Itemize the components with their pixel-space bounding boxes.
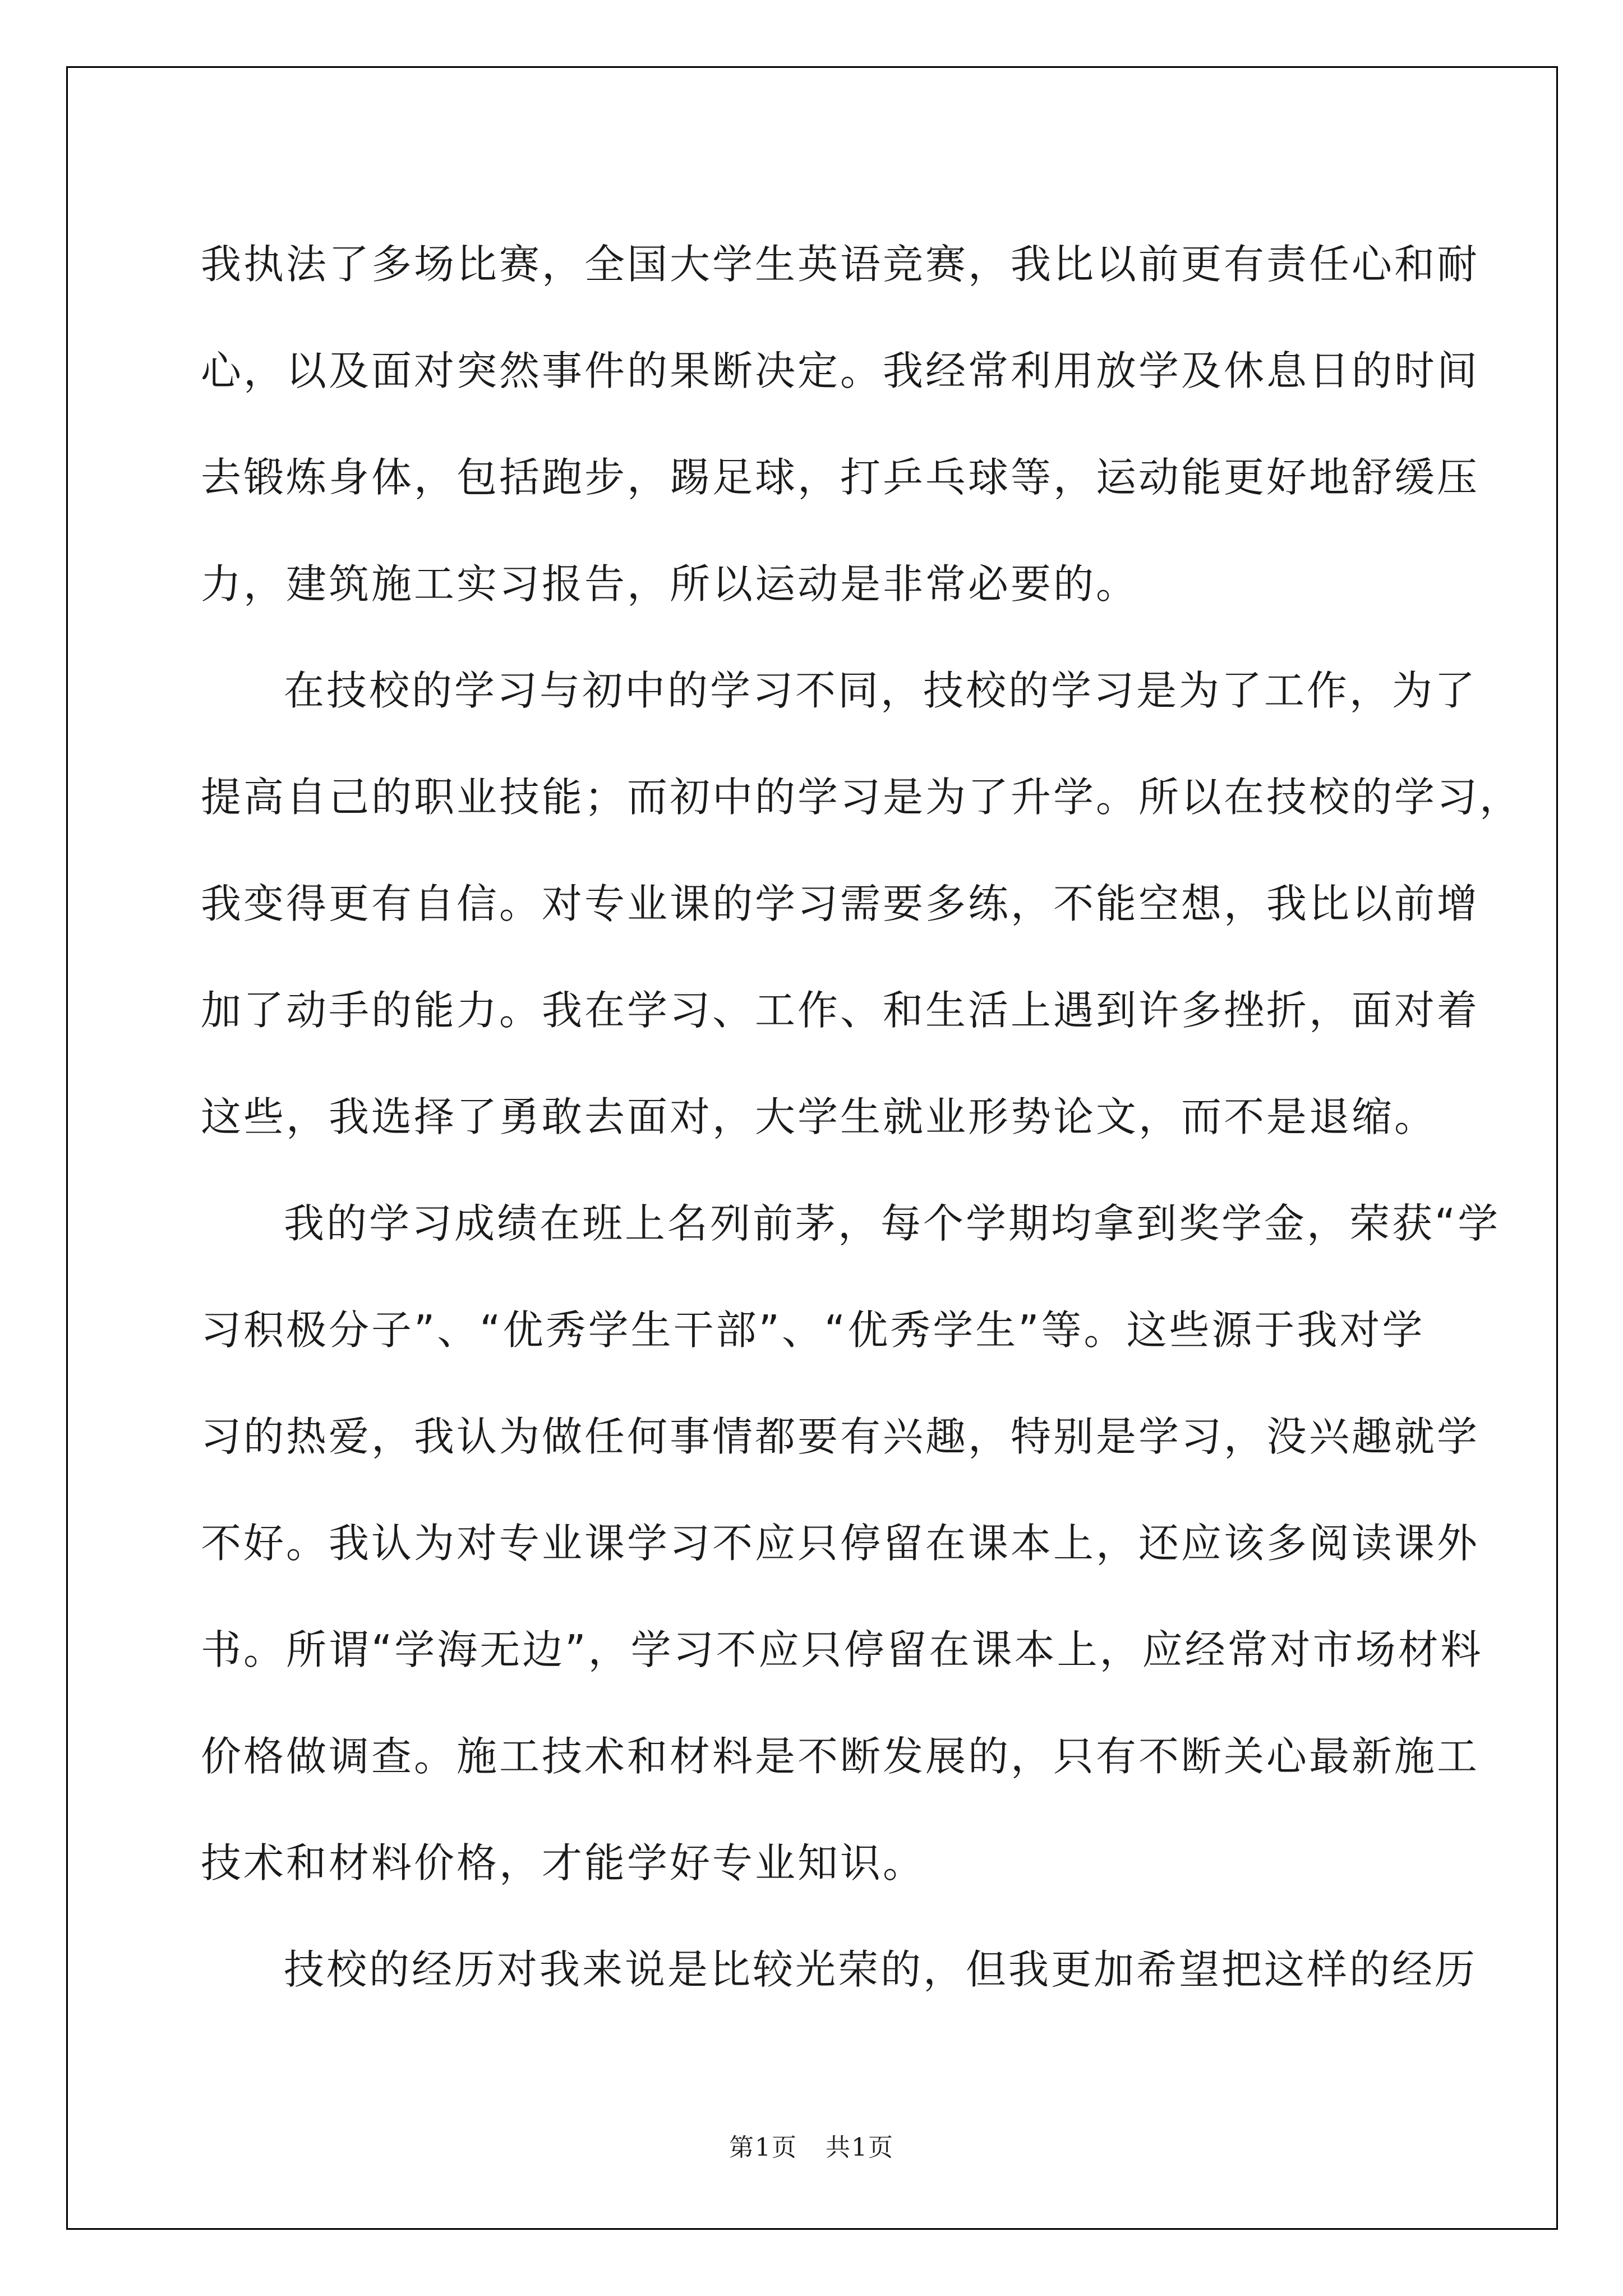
- text-line: 这些，我选择了勇敢去面对，大学生就业形势论文，而不是退缩。: [201, 1093, 1437, 1140]
- document-body: [201, 211, 1523, 2023]
- text-line: 提高自己的职业技能；而初中的学习是为了升学。所以在技校的学习，: [201, 774, 1523, 821]
- paragraph-start-line: 技校的经历对我来说是比较光荣的，但我更加希望把这样的经历: [284, 1946, 1478, 1993]
- paragraph-start-line: 我的学习成绩在班上名列前茅，每个学期均拿到奖学金，荣获“学: [284, 1200, 1501, 1247]
- text-line: 去锻炼身体，包括跑步，踢足球，打乒乓球等，运动能更好地舒缓压: [201, 454, 1480, 501]
- text-line: 价格做调查。施工技术和材料是不断发展的，只有不断关心最新施工: [201, 1733, 1480, 1780]
- text-line: 力，建筑施工实习报告，所以运动是非常必要的。: [201, 560, 1139, 608]
- page-number: 第1页: [729, 2133, 797, 2162]
- text-line: 习的热爱，我认为做任何事情都要有兴趣，特别是学习，没兴趣就学: [201, 1413, 1480, 1460]
- text-line: 加了动手的能力。我在学习、工作、和生活上遇到许多挫折，面对着: [201, 987, 1480, 1034]
- text-line: 我执法了多场比赛，全国大学生英语竞赛，我比以前更有责任心和耐: [201, 241, 1480, 288]
- paragraph-start-line: 在技校的学习与初中的学习不同，技校的学习是为了工作，为了: [284, 667, 1478, 714]
- text-line: 习积极分子”、“优秀学生干部”、“优秀学生”等。这些源于我对学: [201, 1306, 1425, 1354]
- text-line: 技术和材料价格，才能学好专业知识。: [201, 1839, 926, 1887]
- text-line: 书。所谓“学海无边”，学习不应只停留在课本上，应经常对市场材料: [201, 1626, 1483, 1673]
- text-line: 我变得更有自信。对专业课的学习需要多练，不能空想，我比以前增: [201, 880, 1480, 927]
- text-line: 心，以及面对突然事件的果断决定。我经常利用放学及休息日的时间: [201, 347, 1480, 394]
- page-footer: [0, 2127, 1623, 2163]
- total-pages: 共1页: [826, 2133, 894, 2162]
- text-line: 不好。我认为对专业课学习不应只停留在课本上，还应该多阅读课外: [201, 1520, 1480, 1567]
